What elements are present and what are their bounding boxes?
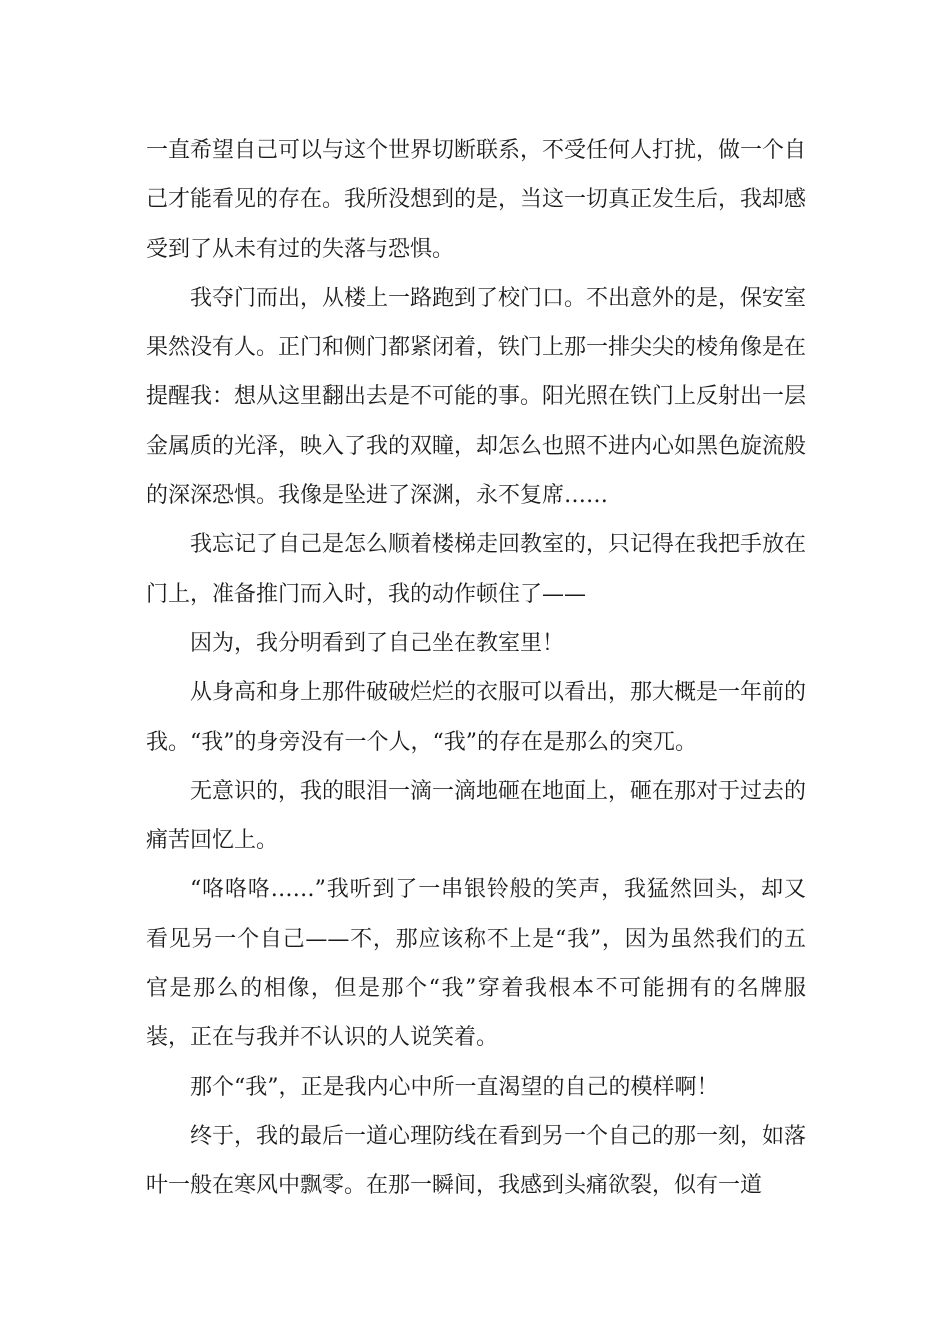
- paragraph-1: 一直希望自己可以与这个世界切断联系，不受任何人打扰，做一个自己才能看见的存在。我所没想到的是，当这一切真正发生后，我却感受到了从未有过的失落与恐惧。: [146, 138, 807, 262]
- paragraph-7: “咯咯咯……”我听到了一串银铃般的笑声，我猛然回头，却又看见另一个自己——不，那应该称不上是“我”，因为虽然我们的五官是那么的相像，但是那个“我”穿着我根本不可能拥有的名牌服装，正在与我并不认识的人说笑着。: [146, 877, 806, 1051]
- body-text: [146, 126, 806, 1211]
- paragraph-6: 无意识的，我的眼泪一滴一滴地砸在地面上，砸在那对于过去的痛苦回忆上。: [146, 778, 807, 854]
- paragraph-9: 终于，我的最后一道心理防线在看到另一个自己的那一刻，如落叶一般在寒风中飘零。在那一瞬间，我感到头痛欲裂，似有一道: [146, 1123, 807, 1199]
- paragraph-5: 从身高和身上那件破破烂烂的衣服可以看出，那大概是一年前的我。“我”的身旁没有一个人，“我”的存在是那么的突兀。: [146, 680, 807, 755]
- paragraph-2: 我夺门而出，从楼上一路跑到了校门口。不出意外的是，保安室果然没有人。正门和侧门都紧闭着，铁门上那一排尖尖的棱角像是在提醒我：想从这里翻出去是不可能的事。阳光照在铁门上反射出一层金属质的光泽，映入了我的双瞳，却怎么也照不进内心如黑色旋流般的深深恐惧。我像是坠进了深渊，永不复席……: [146, 285, 807, 509]
- paragraph-8: 那个“我”，正是我内心中所一直渴望的自己的模样啊！: [190, 1074, 719, 1100]
- paragraph-4: 因为，我分明看到了自己坐在教室里！: [190, 630, 565, 656]
- paragraph-3: 我忘记了自己是怎么顺着楼梯走回教室的，只记得在我把手放在门上，准备推门而入时，我的动作顿住了——: [146, 532, 807, 607]
